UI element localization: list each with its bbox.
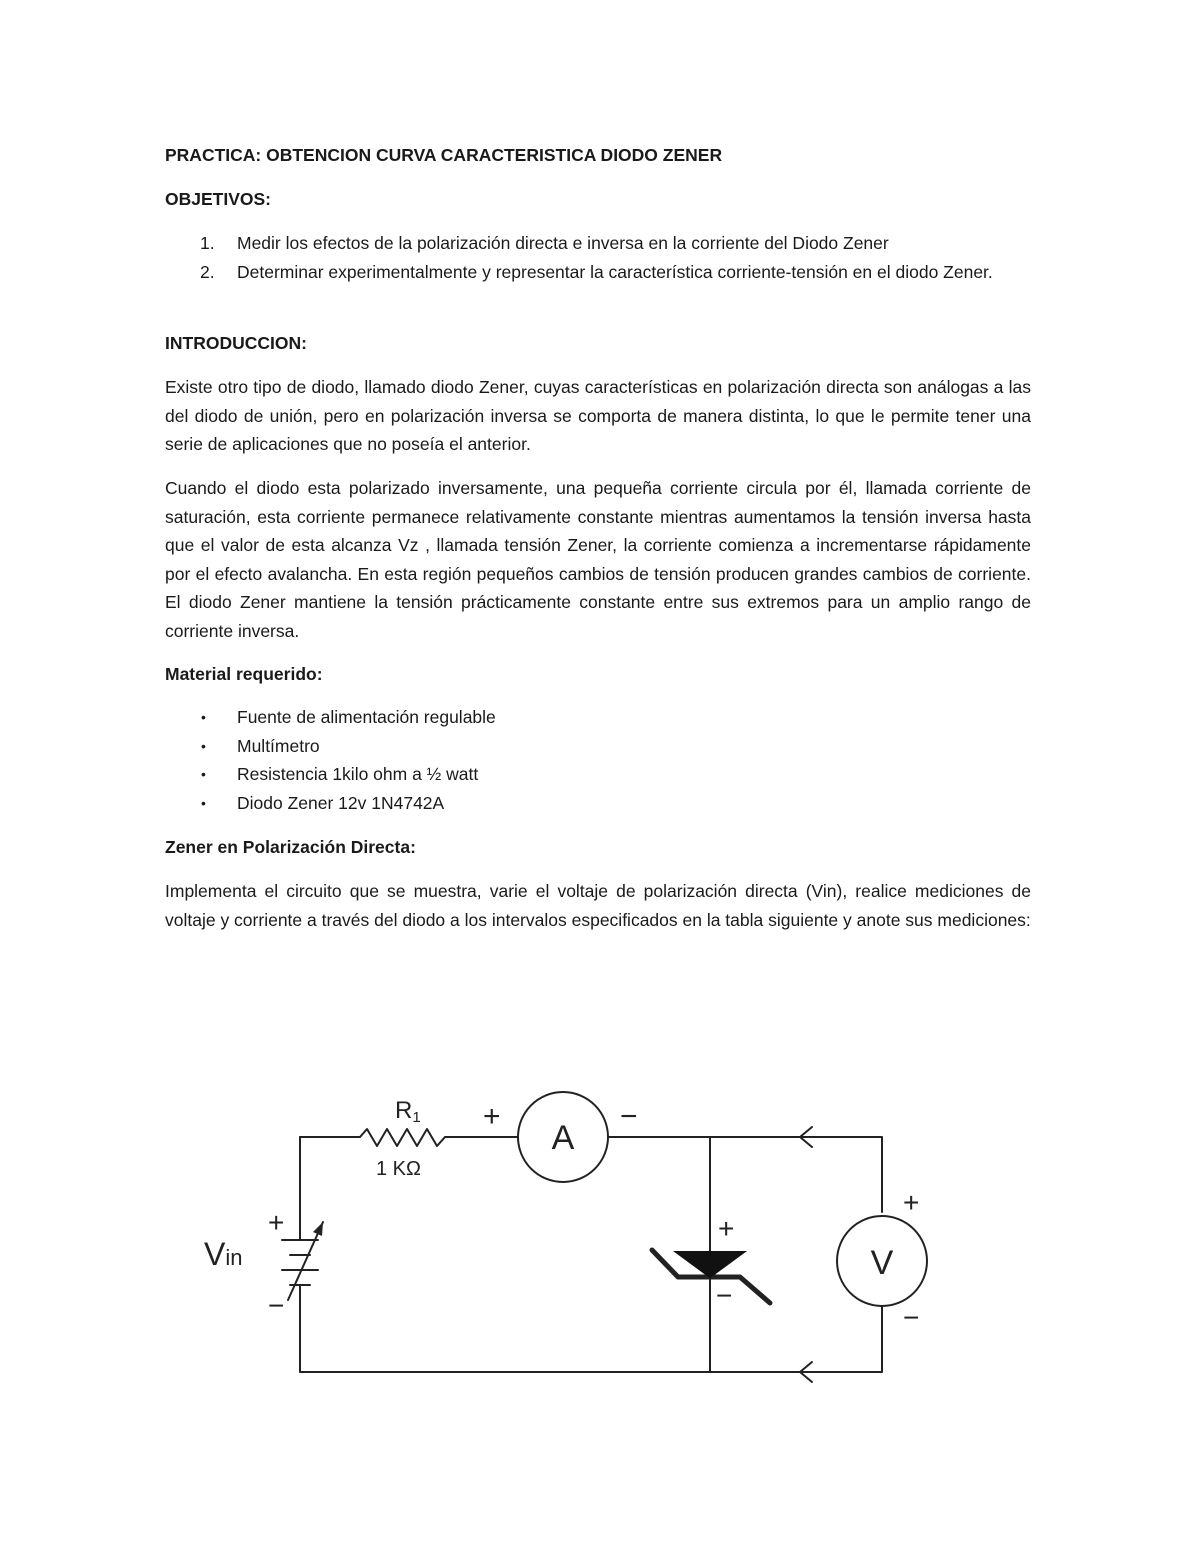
- wire-bottom: [300, 1300, 882, 1372]
- document-title: PRACTICA: OBTENCION CURVA CARACTERISTICA DIODO ZENER: [165, 145, 723, 165]
- source-minus-label: −: [268, 1290, 285, 1321]
- introduccion-heading: INTRODUCCION:: [165, 333, 307, 353]
- ammeter-minus-label: −: [620, 1100, 638, 1133]
- voltmeter-minus-label: −: [903, 1302, 920, 1333]
- list-item-text: Diodo Zener 12v 1N4742A: [237, 792, 445, 813]
- voltmeter-plus-label: +: [903, 1187, 920, 1218]
- diode-plus-label: +: [718, 1213, 735, 1244]
- diode-minus-label: −: [716, 1280, 733, 1311]
- intro-paragraph-1: Existe otro tipo de diodo, llamado diodo Zener, cuyas características en polarización directa son análogas a las del diodo de unión, pero en polarización inversa se comporta de manera distinta, lo que le permite tener una serie de aplicaciones que no poseía el anterior.: [165, 377, 1031, 454]
- list-item-text: Multímetro: [237, 735, 320, 756]
- bullet-icon: •: [201, 794, 206, 811]
- ammeter-plus-label: +: [483, 1100, 501, 1133]
- resistor-value: 1 KΩ: [376, 1158, 421, 1180]
- bullet-icon: •: [201, 709, 206, 725]
- list-number: 1.: [200, 233, 215, 253]
- list-item-text: Medir los efectos de la polarización directa e inversa en la corriente del Diodo Zener: [237, 233, 889, 253]
- wire-top-right: [608, 1137, 882, 1212]
- list-item-text: Determinar experimentalmente y representar la característica corriente-tensión en el diodo Zener.: [237, 261, 993, 282]
- source-plus-label: +: [268, 1207, 285, 1238]
- resistor-name: R1: [395, 1097, 421, 1126]
- variable-arrow-head-icon: [313, 1222, 323, 1236]
- list-number: 2.: [200, 261, 215, 282]
- wire-top-left: [300, 1137, 360, 1138]
- voltmeter-label: V: [870, 1244, 894, 1282]
- bullet-icon: •: [201, 737, 206, 754]
- ammeter-label: A: [551, 1119, 575, 1157]
- zener-diode-icon: [676, 1252, 744, 1277]
- directa-paragraph: Implementa el circuito que se muestra, varie el voltaje de polarización directa (Vin), realice mediciones de voltaje y corriente a través del diodo a los intervalos especificados en la tabla siguiente y anote sus mediciones:: [165, 881, 1031, 930]
- bullet-icon: •: [201, 766, 206, 782]
- intro-paragraph-2: Cuando el diodo esta polarizado inversamente, una pequeña corriente circula por él, llamada corriente de saturación, esta corriente permanece relativamente constante mientras aumentamos la tensión inversa hasta que el valor de esta alcanza Vz , llamada tensión Zener, la corriente comienza a incrementarse rápidamente por el efecto avalancha. En esta región pequeños cambios de tensión producen grandes cambios de corriente. El diodo Zener mantiene la tensión prácticamente constante entre sus extremos para un amplio rango de corriente inversa.: [165, 478, 1031, 641]
- list-item-text: Fuente de alimentación regulable: [237, 707, 496, 727]
- objetivos-heading: OBJETIVOS:: [165, 189, 271, 209]
- list-item-text: Resistencia 1kilo ohm a ½ watt: [237, 764, 479, 784]
- source-label: Vin: [204, 1236, 243, 1272]
- directa-heading: Zener en Polarización Directa:: [165, 837, 416, 857]
- material-heading: Material requerido:: [165, 664, 323, 684]
